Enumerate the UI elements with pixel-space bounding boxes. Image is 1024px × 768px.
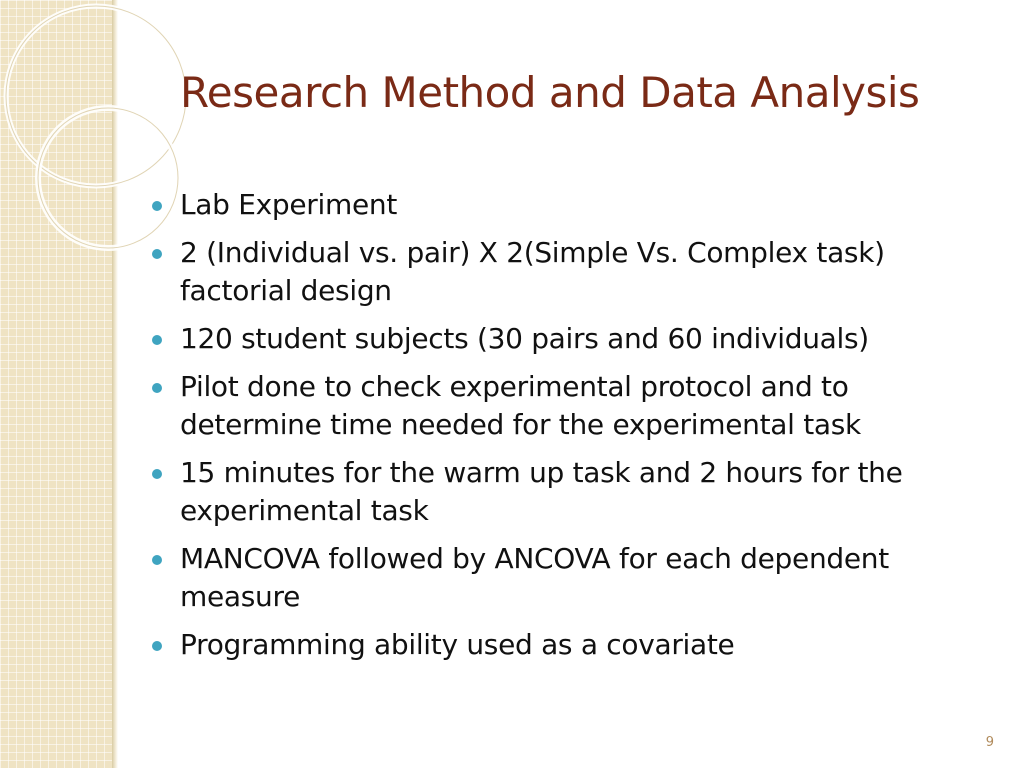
page-number: 9 [985,735,994,750]
bullet-item [150,186,970,224]
decorative-circle-large [6,6,186,186]
bullet-text: MANCOVA followed by ANCOVA for each dependent measure [180,542,889,613]
bullet-dot-icon [152,469,162,479]
bullet-text: Programming ability used as a covariate [180,628,735,661]
bullet-text: 15 minutes for the warm up task and 2 hours for the experimental task [180,456,903,527]
bullet-item [150,320,970,358]
bullet-dot-icon [152,383,162,393]
bullet-dot-icon [152,641,162,651]
bullet-list [150,186,970,674]
bullet-item [150,626,970,664]
bullet-dot-icon [152,335,162,345]
slide-title: Research Method and Data Analysis [180,68,920,117]
bullet-dot-icon [152,555,162,565]
bullet-text: Lab Experiment [180,188,398,221]
bullet-item [150,368,970,444]
bullet-dot-icon [152,201,162,211]
bullet-item [150,234,970,310]
bullet-dot-icon [152,249,162,259]
bullet-item [150,454,970,530]
bullet-text: 2 (Individual vs. pair) X 2(Simple Vs. Complex task) factorial design [180,236,885,307]
bullet-item [150,540,970,616]
bullet-text: 120 student subjects (30 pairs and 60 individuals) [180,322,869,355]
bullet-text: Pilot done to check experimental protocol and to determine time needed for the experimental task [180,370,861,441]
